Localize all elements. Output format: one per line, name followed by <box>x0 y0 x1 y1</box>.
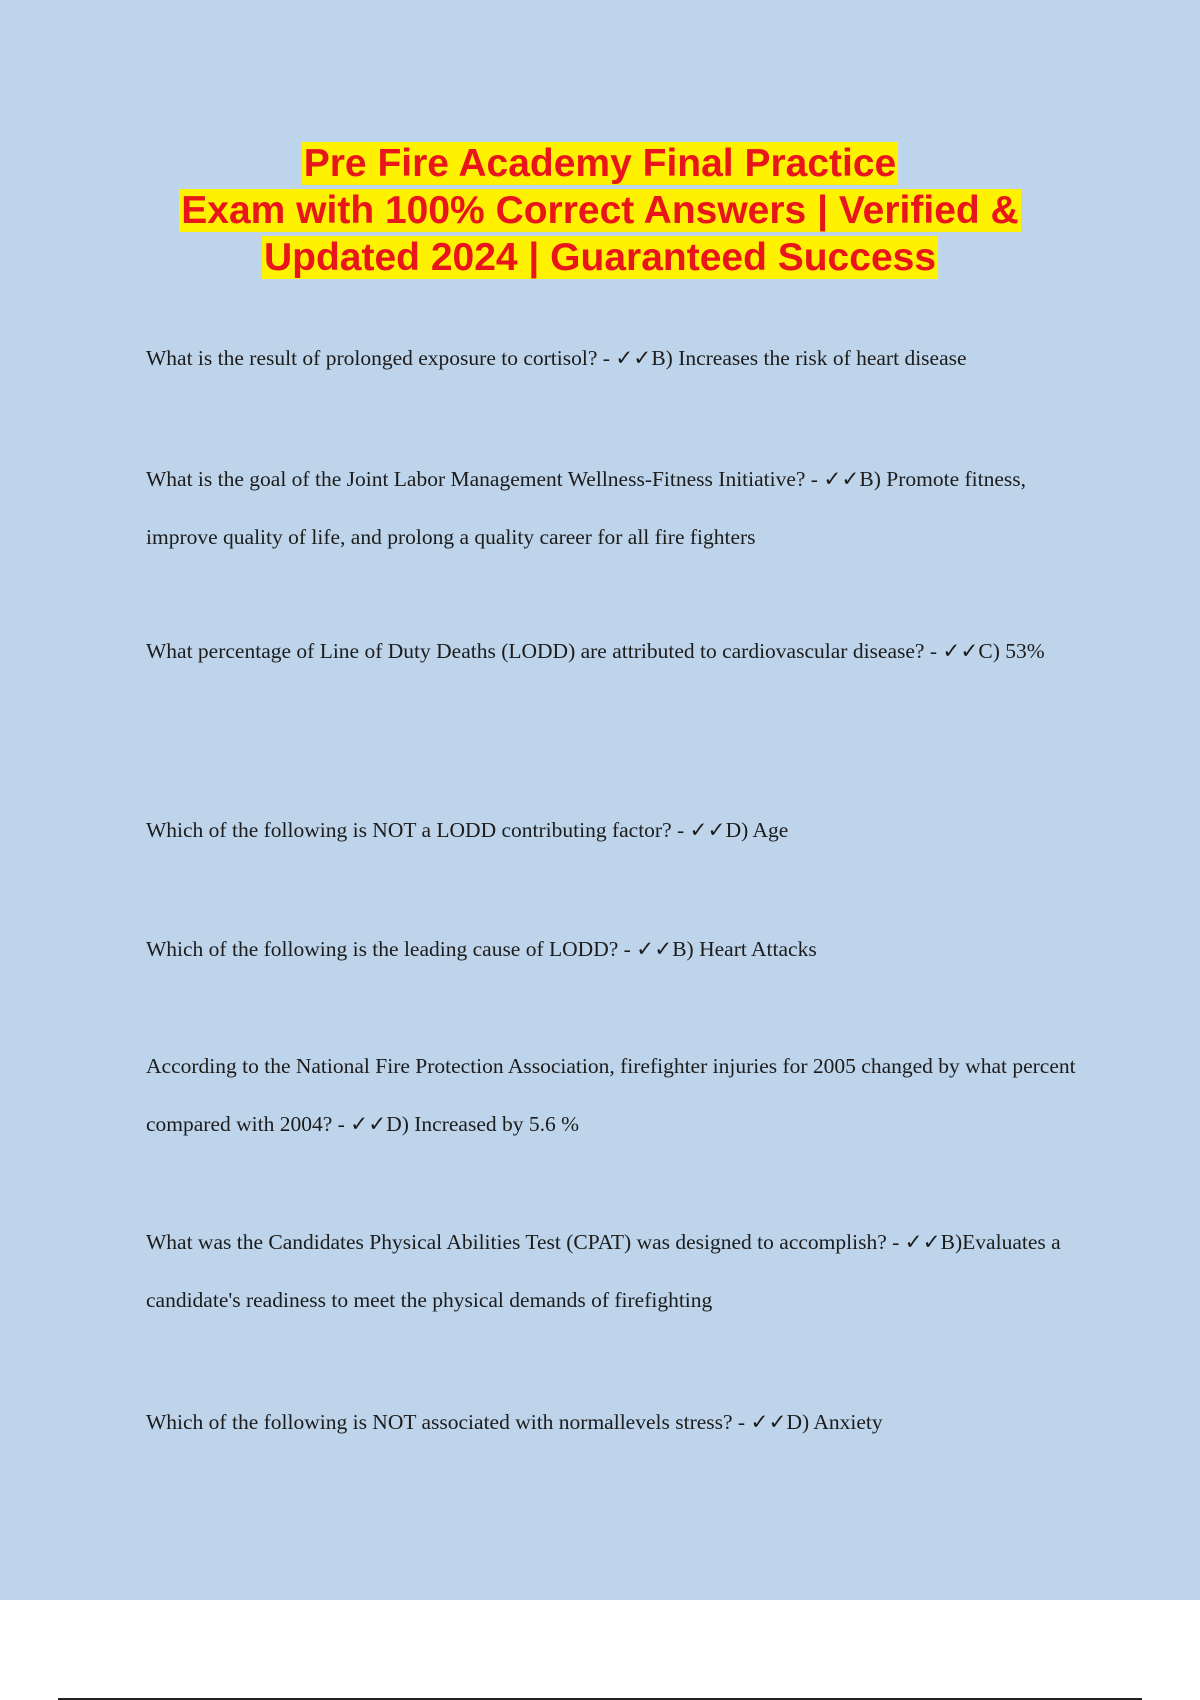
question-answer-8: Which of the following is NOT associated with normallevels stress? - ✓✓D) Anxiety <box>146 1410 883 1434</box>
question-answer-6: According to the National Fire Protection Association, firefighter injuries for 2005 changed by what percent compared with 2004? - ✓✓D) Increased by 5.6 % <box>146 1054 1076 1136</box>
document-title <box>0 140 1200 281</box>
question-answer-5: Which of the following is the leading cause of LODD? - ✓✓B) Heart Attacks <box>146 937 817 961</box>
question-answer-4: Which of the following is NOT a LODD contributing factor? - ✓✓D) Age <box>146 818 789 842</box>
question-answer-7: What was the Candidates Physical Abilities Test (CPAT) was designed to accomplish? - ✓✓B)Evaluates a candidate's readiness to meet the physical demands of firefighting <box>146 1230 1061 1312</box>
title-line-3: Updated 2024 | Guaranteed Success <box>263 236 937 279</box>
question-answer-3: What percentage of Line of Duty Deaths (LODD) are attributed to cardiovascular disease? - ✓✓C) 53% <box>146 639 1045 663</box>
question-answer-1: What is the result of prolonged exposure to cortisol? - ✓✓B) Increases the risk of heart disease <box>146 346 967 370</box>
title-line-2: Exam with 100% Correct Answers | Verified & <box>181 189 1019 232</box>
title-line-1: Pre Fire Academy Final Practice <box>303 142 897 185</box>
question-answer-2: What is the goal of the Joint Labor Management Wellness-Fitness Initiative? - ✓✓B) Promote fitness, improve quality of life, and prolong a quality career for all fire fighters <box>146 467 1026 549</box>
